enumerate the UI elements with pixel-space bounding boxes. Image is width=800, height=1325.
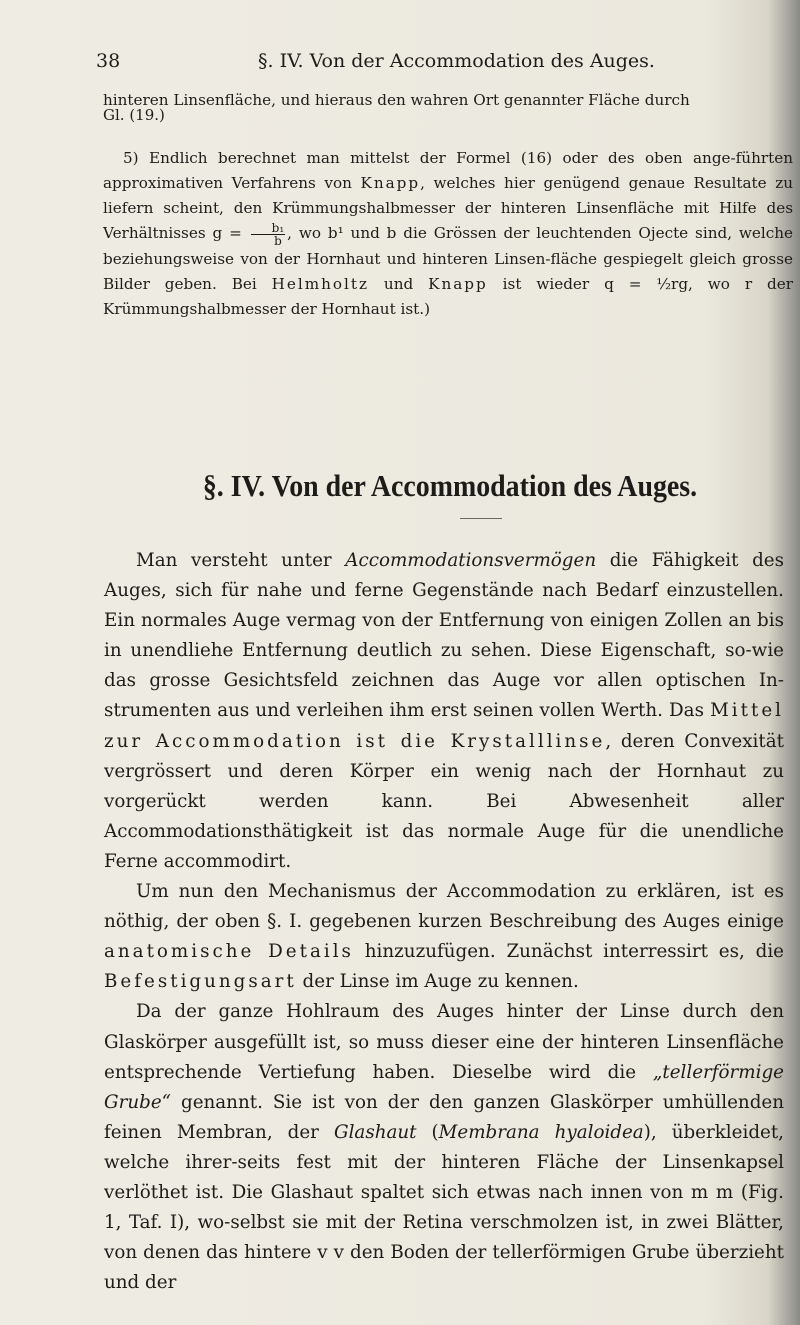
author-name: Helmholtz — [271, 274, 370, 293]
running-head — [96, 50, 776, 74]
spaced-emphasis: Befestigungsart — [104, 971, 297, 993]
heading-rule — [460, 518, 502, 519]
spaced-emphasis: Mittel zur Accommodation ist die Krystalllinse — [104, 700, 784, 752]
spaced-emphasis: anatomische Details — [104, 941, 354, 963]
body-text — [104, 546, 784, 1298]
paragraph: Um nun den Mechanismus der Accommodation zu erklären, ist es nöthig, der oben §. I. gegebenen kurzen Beschreibung des Auges einige anatomische Details hinzuzufügen. Zunächst interressirt es, die Befestigungsart der Linse im Auge zu kennen. — [104, 881, 784, 993]
paragraph: Man versteht unter Accommodationsvermögen die Fähigkeit des Auges, sich für nahe und ferne Gegenstände nach Bedarf einzustellen. Ein normales Auge vermag von der Entfernung von einigen Zollen an bis in unendliehe Entfernung deutlich zu sehen. Diese Eigenschaft, so-wie das grosse Gesichtsfeld zeichnen das Auge vor allen optischen In-strumenten aus und verleihen ihm erst seinen vollen Werth. Das Mittel zur Accommodation ist die Krystalllinse, deren Convexität vergrössert und deren Körper ein wenig nach der Hornhaut zu vorgerückt werden kann. Bei Abwesenheit aller Accommodationsthätigkeit ist das normale Auge für die unendliche Ferne accommodirt. — [104, 550, 784, 872]
preamble-text: hinteren Linsenfläche, und hieraus den wahren Ort genannter Fläche durch — [103, 91, 690, 109]
equation-reference: Gl. (19.) — [103, 106, 165, 124]
fraction: $\frac{\text{b₁}}{b}$ — [251, 222, 286, 247]
footnote-paragraph-5: 5) Endlich berechnet man mittelst der Formel (16) oder des oben ange-führten approximativen Verfahrens von Knapp, welches hier genügend genaue Resultate zu liefern scheint, den Krümmungshalbmesser der hinteren Linsenfläche mit Hilfe des Verhältnisses g = $\frac{\text{b₁}}{b}$ , wo b¹ und b die Grössen der leuchtenden Ojecte sind, welche beziehungsweise von der Hornhaut und hinteren Linsen-fläche gespiegelt gleich grosse Bilder geben. Bei Helmholtz und Knapp ist wieder q = ½rg, wo r der Krümmungshalbmesser der Hornhaut ist.) — [103, 149, 794, 318]
running-title: §. IV. Von der Accommodation des Auges. — [258, 50, 655, 72]
author-name: Knapp — [428, 274, 488, 293]
paragraph: Da der ganze Hohlraum des Auges hinter der Linse durch den Glaskörper ausgefüllt ist, so muss dieser eine der hinteren Linsenfläche entsprechende Vertiefung haben. Dieselbe wird die „tellerförmige Grube“ genannt. Sie ist von der den ganzen Glaskörper umhüllenden feinen Membran, der Glashaut (Membrana hyaloidea), überkleidet, welche ihrer-seits fest mit der hinteren Fläche der Linsenkapsel verlöthet ist. Die Glashaut spaltet sich etwas nach innen von m m (Fig. 1, Taf. I), wo-selbst sie mit der Retina verschmolzen ist, in zwei Blätter, von denen das hintere v v den Boden der tellerförmigen Grube überzieht und der — [104, 1001, 784, 1294]
author-name: Knapp — [360, 174, 421, 192]
section-heading: §. IV. Von der Accommodation des Auges. — [202, 468, 698, 503]
page-number: 38 — [96, 50, 121, 72]
